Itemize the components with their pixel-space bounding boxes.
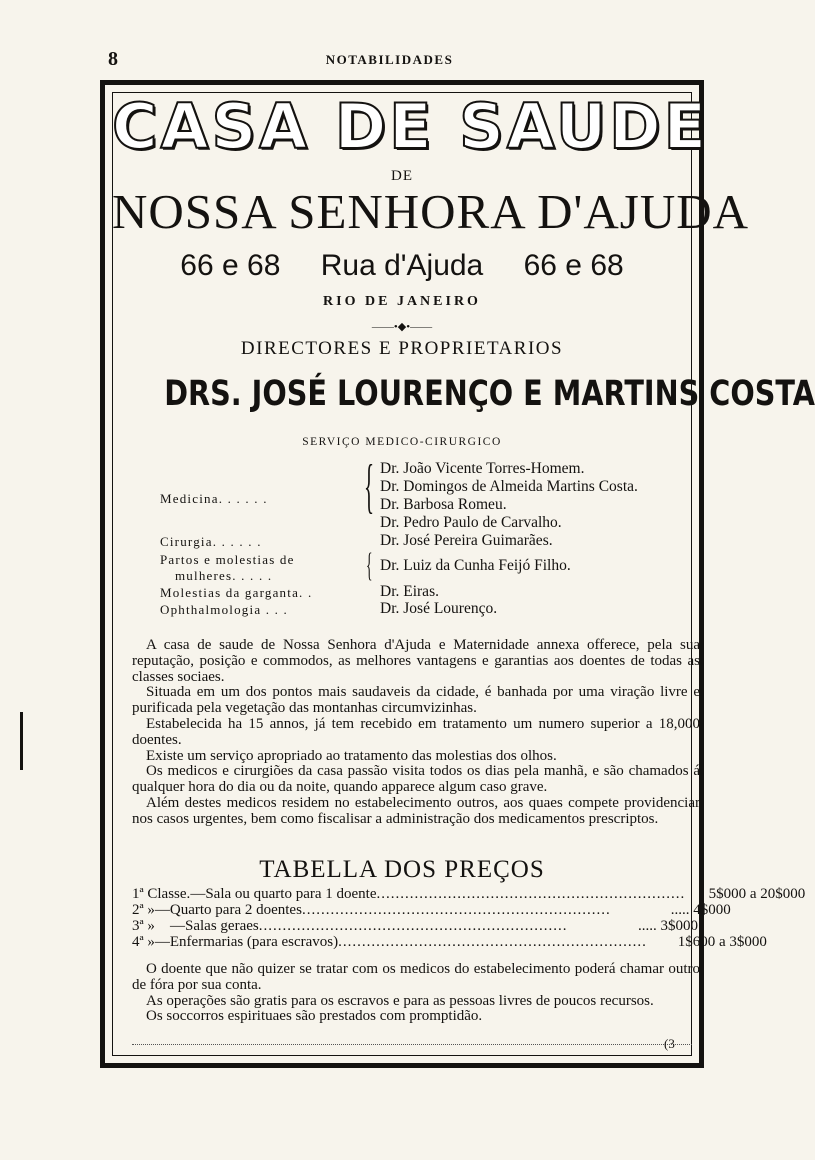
price-class: 1ª Classe. xyxy=(132,886,191,902)
doctor-ophthalmologia: Dr. José Lourenço. xyxy=(380,600,498,617)
service-partos-label-2: mulheres. . . . . xyxy=(175,568,273,583)
paragraph: Além destes medicos residem no estabelecimento outros, aos quaes compete providenciar nos casos urgentes, bem como fiscalisar a administração dos medicamentos prescriptos. xyxy=(132,794,700,827)
price-row: 3ª » —Salas geraes ................................................................. ..... 3$000 xyxy=(132,918,698,934)
address-street: Rua d'Ajuda xyxy=(320,249,484,282)
paragraph: A casa de saude de Nossa Senhora d'Ajuda e Maternidade annexa offerece, pela sua reputação, posição e commodos, as melhores vantagens e garantias aos doentes de todas as classes sociaes. xyxy=(132,637,700,685)
paragraph: Os medicos e cirurgiões da casa passão visita todos os dias pela manhã, e são chamados á qualquer hora do dia ou da noite, quando apparece algum caso grave. xyxy=(132,763,700,796)
ornament-divider: ——•◆•—— xyxy=(371,321,433,333)
description-paragraphs xyxy=(132,638,700,828)
service-garganta-label: Molestias da garganta. . xyxy=(160,585,313,600)
brace-partos: { xyxy=(366,547,373,584)
service-medicina-label: Medicina. . . . . . xyxy=(160,491,268,506)
signature-mark: (3 xyxy=(664,1036,675,1051)
doctor-medicina-3: Dr. Barbosa Romeu. xyxy=(380,496,507,513)
price-row: 2ª » —Quarto para 2 doentes ................................................................. ..... 4$000 xyxy=(132,902,731,918)
service-title: SERVIÇO MEDICO-CIRURGICO xyxy=(302,436,502,448)
city: RIO DE JANEIRO xyxy=(323,294,481,309)
price-desc: —Quarto para 2 doentes xyxy=(154,902,302,918)
price-class: 3ª » xyxy=(132,918,155,934)
doctor-medicina-1: Dr. João Vicente Torres-Homem. xyxy=(380,460,585,477)
price-value: ..... 3$000 xyxy=(638,918,698,934)
doctor-cirurgia: Dr. José Pereira Guimarães. xyxy=(380,532,553,549)
closing-paragraph: Os soccorros espirituaes são prestados com promptidão. xyxy=(146,1008,483,1025)
ad-title: CASA DE SAUDE xyxy=(112,90,709,163)
ad-de: DE xyxy=(391,168,413,184)
price-value: 5$000 a 20$000 xyxy=(708,886,806,902)
price-desc: —Salas geraes xyxy=(170,918,259,934)
price-desc: —Enfermarias (para escravos) xyxy=(154,934,339,950)
address-number-left: 66 e 68 xyxy=(180,249,281,282)
price-class: 2ª » xyxy=(132,902,155,918)
paragraph: Situada em um dos pontos mais saudaveis da cidade, é banhada por uma viração livre e purificada pela vegetação das montanhas circumvizinhas. xyxy=(132,684,700,717)
paragraph: Estabelecida ha 15 annos, já tem recebido em tratamento um numero superior a 18,000 doentes. xyxy=(132,715,700,748)
address-number-right: 66 e 68 xyxy=(523,249,624,282)
address-line xyxy=(112,248,692,284)
doctor-garganta: Dr. Eiras. xyxy=(380,583,439,600)
price-value: 1$600 a 3$000 xyxy=(677,934,767,950)
running-title: NOTABILIDADES xyxy=(325,52,454,67)
directors-names: DRS. JOSÉ LOURENÇO E MARTINS COSTA xyxy=(164,374,815,414)
doctor-medicina-2: Dr. Domingos de Almeida Martins Costa. xyxy=(380,478,638,495)
closing-paragraph: O doente que não quizer se tratar com os medicos do estabelecimento poderá chamar outro de fóra por sua conta. xyxy=(132,961,700,993)
doctor-medicina-4: Dr. Pedro Paulo de Carvalho. xyxy=(380,514,562,531)
service-ophthalmologia-label: Ophthalmologia . . . xyxy=(160,602,288,617)
brace-medicina: { xyxy=(364,453,375,519)
price-class: 4ª » xyxy=(132,934,155,950)
price-value: ..... 4$000 xyxy=(670,902,731,918)
closing-paragraph: As operações são gratis para os escravos e para as pessoas livres de poucos recursos. xyxy=(146,992,654,1009)
closing-paragraphs xyxy=(132,962,700,1025)
footer-rule xyxy=(132,1044,692,1045)
price-desc: —Sala ou quarto para 1 doente xyxy=(190,886,377,902)
price-table-title: TABELLA DOS PREÇOS xyxy=(259,856,545,883)
directors-label: DIRECTORES E PROPRIETARIOS xyxy=(240,338,564,359)
scan-mark xyxy=(20,712,23,770)
service-cirurgia-label: Cirurgia. . . . . . xyxy=(160,534,262,549)
page-number: 8 xyxy=(108,48,118,70)
paragraph: Existe um serviço apropriado ao tratamento das molestias dos olhos. xyxy=(146,747,557,764)
price-row: 1ª Classe. —Sala ou quarto para 1 doente ................................................................. 5$000 a 20$000 xyxy=(132,886,806,902)
service-partos-label-1: Partos e molestias de xyxy=(160,552,295,567)
price-row: 4ª » —Enfermarias (para escravos) ................................................................. 1$600 a 3$000 xyxy=(132,934,767,950)
doctor-partos: Dr. Luiz da Cunha Feijó Filho. xyxy=(380,557,571,574)
establishment-name: NOSSA SENHORA D'AJUDA xyxy=(112,184,749,239)
